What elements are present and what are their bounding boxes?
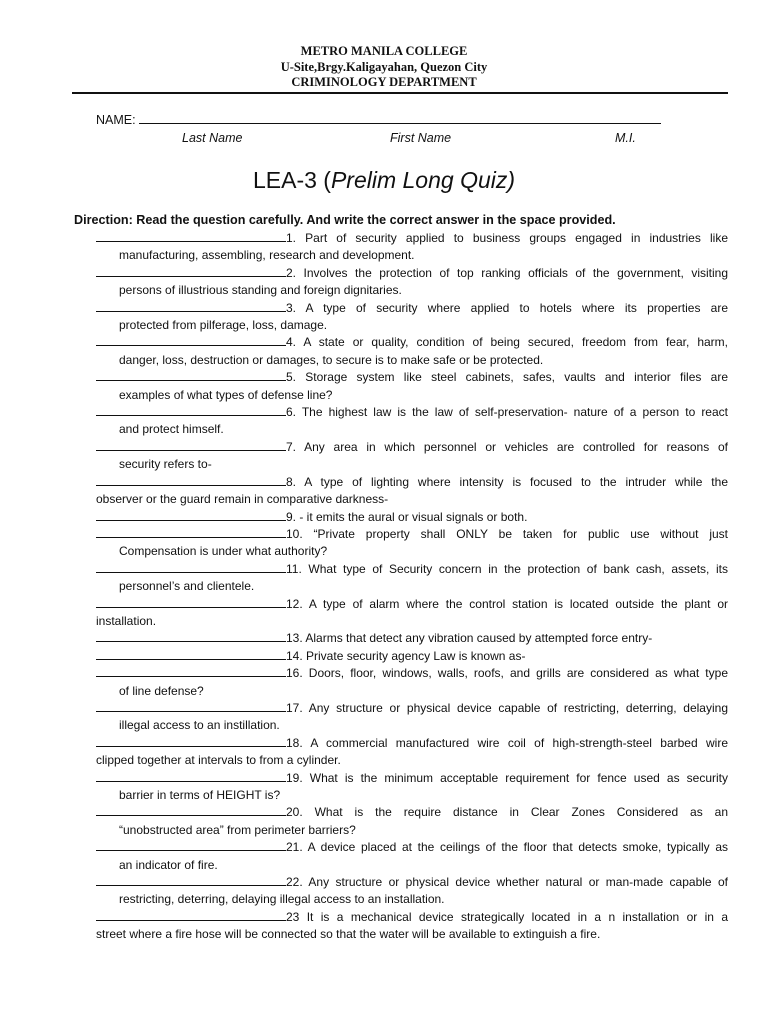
question-text: 7. Any area in which personnel or vehicles are controlled for reasons of: [286, 439, 728, 454]
question-text: 17. Any structure or physical device capable of restricting, deterring, delaying: [286, 700, 728, 715]
question-item: [96, 474, 728, 509]
question-first-line: [96, 648, 728, 665]
quiz-title-prefix: LEA-3 (: [252, 167, 331, 193]
question-continuation: examples of what types of defense line?: [119, 387, 333, 402]
question-first-line: [96, 300, 728, 317]
question-text: 23 It is a mechanical device strategically located in a n installation or in a: [286, 909, 728, 924]
header-divider: [72, 92, 728, 94]
question-item: [96, 804, 728, 839]
answer-blank[interactable]: [96, 701, 286, 712]
question-first-line: [96, 804, 728, 821]
question-item: [96, 648, 728, 665]
question-first-line: [96, 909, 728, 926]
question-first-line: [96, 439, 728, 456]
question-text: 8. A type of lighting where intensity is focused to the intruder while the: [286, 474, 728, 489]
document-header: [0, 44, 768, 91]
question-text: 11. What type of Security concern in the protection of bank cash, assets, its: [286, 561, 728, 576]
question-continuation: personnel’s and clientele.: [119, 579, 255, 594]
answer-blank[interactable]: [96, 840, 286, 851]
question-text: 5. Storage system like steel cabinets, safes, vaults and interior files are: [286, 370, 728, 385]
question-first-line: [96, 334, 728, 351]
question-continuation: danger, loss, destruction or damages, to secure is to make safe or be protected.: [119, 352, 544, 367]
question-first-line: [96, 630, 728, 647]
mi-caption: M.I.: [615, 131, 636, 145]
answer-blank[interactable]: [96, 631, 286, 642]
question-text: 14. Private security agency Law is known as-: [286, 648, 526, 663]
question-continuation: manufacturing, assembling, research and development.: [119, 248, 415, 263]
question-first-line: [96, 474, 728, 491]
question-item: [96, 596, 728, 631]
question-item: [96, 839, 728, 874]
question-item: [96, 404, 728, 439]
department-name: CRIMINOLOGY DEPARTMENT: [291, 75, 477, 89]
question-text: 10. “Private property shall ONLY be taken for public use without just: [286, 526, 728, 541]
question-item: [96, 665, 728, 700]
first-name-caption: First Name: [390, 131, 452, 145]
answer-blank[interactable]: [96, 805, 286, 816]
quiz-title: [0, 165, 768, 195]
name-blank-line[interactable]: [139, 112, 661, 124]
answer-blank[interactable]: [96, 771, 286, 782]
directions: Direction: Read the question carefully. And write the correct answer in the space provided.: [74, 213, 616, 227]
question-first-line: [96, 369, 728, 386]
question-first-line: [96, 404, 728, 421]
question-item: [96, 735, 728, 770]
answer-blank[interactable]: [96, 875, 286, 886]
question-continuation: and protect himself.: [119, 422, 224, 437]
question-continuation: clipped together at intervals to from a cylinder.: [96, 753, 341, 768]
question-continuation: persons of illustrious standing and foreign dignitaries.: [119, 283, 402, 298]
answer-blank[interactable]: [96, 736, 286, 747]
quiz-title-emphasis: Prelim Long Quiz): [330, 167, 516, 193]
question-text: 3. A type of security where applied to hotels where its properties are: [286, 300, 728, 315]
question-continuation: an indicator of fire.: [119, 857, 218, 872]
question-list: [96, 230, 728, 944]
question-item: [96, 700, 728, 735]
question-text: 21. A device placed at the ceilings of the floor that detects smoke, typically as: [286, 840, 728, 855]
answer-blank[interactable]: [96, 231, 286, 242]
answer-blank[interactable]: [96, 440, 286, 451]
last-name-caption: Last Name: [182, 131, 243, 145]
college-address: U-Site,Brgy.Kaligayahan, Quezon City: [280, 59, 488, 74]
answer-blank[interactable]: [96, 510, 286, 521]
answer-blank[interactable]: [96, 266, 286, 277]
question-first-line: [96, 770, 728, 787]
question-first-line: [96, 526, 728, 543]
answer-blank[interactable]: [96, 370, 286, 381]
question-item: [96, 230, 728, 265]
question-text: 9. - it emits the aural or visual signals or both.: [286, 509, 528, 524]
question-first-line: [96, 700, 728, 717]
name-field: [96, 112, 661, 128]
answer-blank[interactable]: [96, 405, 286, 416]
question-first-line: [96, 839, 728, 856]
question-first-line: [96, 265, 728, 282]
question-continuation: barrier in terms of HEIGHT is?: [119, 788, 281, 802]
question-continuation: security refers to-: [119, 457, 212, 472]
name-label: NAME:: [96, 113, 136, 127]
question-item: [96, 265, 728, 300]
question-text: 6. The highest law is the law of self-preservation- nature of a person to react: [286, 405, 728, 420]
question-continuation: protected from pilferage, loss, damage.: [119, 318, 328, 333]
question-text: 13. Alarms that detect any vibration caused by attempted force entry-: [286, 631, 653, 646]
question-first-line: [96, 230, 728, 247]
question-continuation: installation.: [96, 613, 157, 628]
question-first-line: [96, 874, 728, 891]
question-continuation: observer or the guard remain in comparative darkness-: [96, 492, 389, 507]
question-item: [96, 630, 728, 647]
question-item: [96, 770, 728, 805]
answer-blank[interactable]: [96, 335, 286, 346]
answer-blank[interactable]: [96, 475, 286, 486]
question-first-line: [96, 735, 728, 752]
question-first-line: [96, 509, 728, 526]
question-text: 16. Doors, floor, windows, walls, roofs, and grills are considered as what type: [286, 666, 728, 681]
answer-blank[interactable]: [96, 649, 286, 660]
question-continuation: restricting, deterring, delaying illegal access to an installation.: [119, 892, 445, 907]
college-name: METRO MANILA COLLEGE: [300, 44, 468, 58]
question-item: [96, 369, 728, 404]
question-item: [96, 439, 728, 474]
answer-blank[interactable]: [96, 666, 286, 677]
question-text: 12. A type of alarm where the control station is located outside the plant or: [286, 596, 728, 611]
answer-blank[interactable]: [96, 910, 286, 921]
question-text: 1. Part of security applied to business groups engaged in industries like: [286, 231, 728, 245]
question-continuation: of line defense?: [119, 683, 204, 698]
question-item: [96, 334, 728, 369]
question-item: [96, 561, 728, 596]
question-text: 19. What is the minimum acceptable requirement for fence used as security: [286, 770, 728, 785]
question-item: [96, 509, 728, 526]
question-continuation: Compensation is under what authority?: [119, 544, 328, 559]
answer-blank[interactable]: [96, 301, 286, 312]
question-continuation: illegal access to an instillation.: [119, 718, 280, 733]
question-first-line: [96, 596, 728, 613]
answer-blank[interactable]: [96, 597, 286, 608]
question-continuation: street where a fire hose will be connected so that the water will be available to extinguish a fire.: [96, 927, 601, 942]
answer-blank[interactable]: [96, 562, 286, 573]
question-first-line: [96, 665, 728, 682]
question-text: 4. A state or quality, condition of being secured, freedom from fear, harm,: [286, 335, 728, 350]
question-text: 20. What is the require distance in Clear Zones Considered as an: [286, 805, 728, 820]
question-first-line: [96, 561, 728, 578]
question-item: [96, 526, 728, 561]
question-item: [96, 874, 728, 909]
question-text: 2. Involves the protection of top ranking officials of the government, visiting: [286, 265, 728, 280]
question-item: [96, 909, 728, 944]
question-item: [96, 300, 728, 335]
question-text: 22. Any structure or physical device whether natural or man-made capable of: [286, 875, 728, 890]
question-text: 18. A commercial manufactured wire coil of high-strength-steel barbed wire: [286, 735, 728, 750]
answer-blank[interactable]: [96, 527, 286, 538]
question-continuation: “unobstructed area” from perimeter barriers?: [119, 822, 356, 837]
